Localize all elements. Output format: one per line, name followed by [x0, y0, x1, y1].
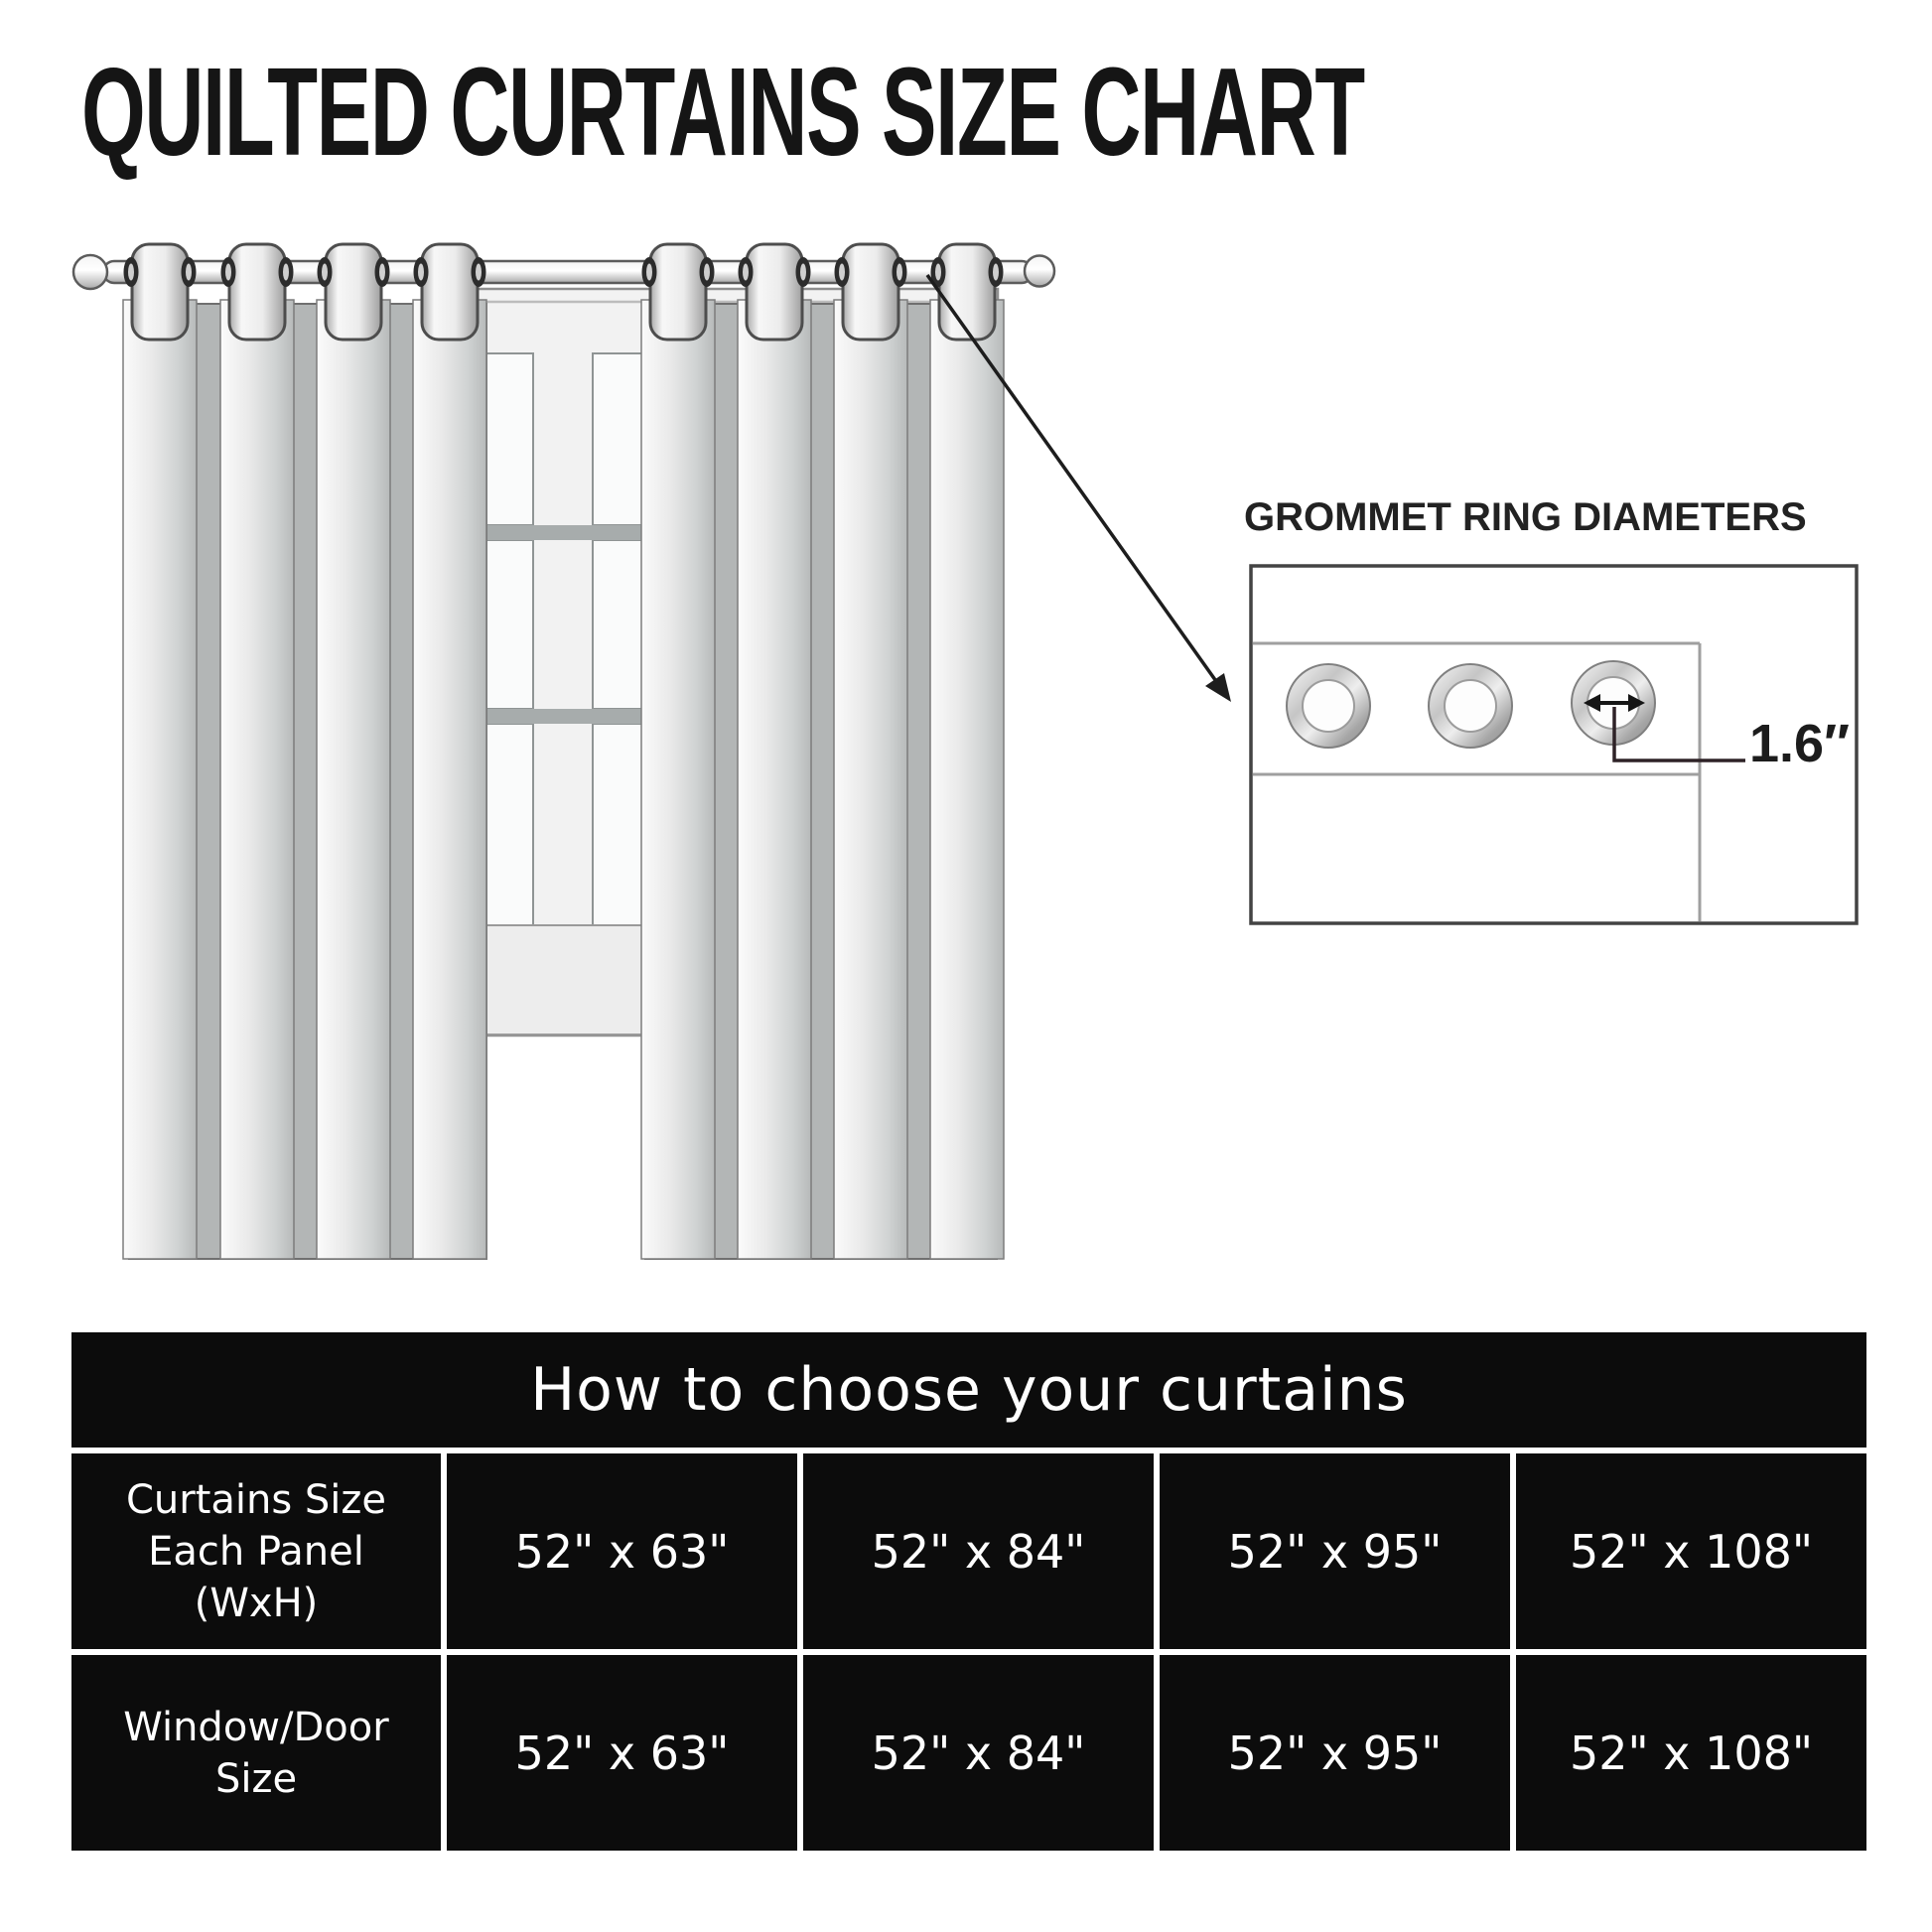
finial-right-icon — [1025, 256, 1054, 287]
table-cell: 52" x 108" — [1516, 1655, 1866, 1851]
table-cell: 52" x 95" — [1160, 1453, 1510, 1649]
grommet-diagram-title: GROMMET RING DIAMETERS — [1244, 495, 1807, 539]
left-curtain-panel — [123, 244, 486, 1259]
grommet-tab — [650, 244, 706, 340]
curtain-rod — [73, 255, 1054, 289]
table-cell: 52" x 95" — [1160, 1655, 1510, 1851]
grommet-tab — [326, 244, 381, 340]
row-label-line: (WxH) — [194, 1580, 319, 1626]
size-table-title: How to choose your curtains — [71, 1332, 1866, 1453]
row-label-curtain-size — [71, 1453, 441, 1649]
grommet-tab — [132, 244, 188, 340]
page-title: QUILTED CURTAINS SIZE CHART — [81, 42, 1364, 182]
grommet-ring-icon — [1429, 664, 1512, 748]
row-label-line: Curtains Size — [125, 1476, 387, 1523]
table-cell: 52" x 108" — [1516, 1453, 1866, 1649]
table-cell: 52" x 84" — [803, 1453, 1154, 1649]
grommet-tab — [422, 244, 478, 340]
row-label-line: Size — [214, 1755, 298, 1802]
table-cell: 52" x 84" — [803, 1655, 1154, 1851]
row-label-line: Each Panel — [148, 1528, 364, 1575]
size-table — [71, 1332, 1866, 1851]
row-label-line: Window/Door — [123, 1704, 389, 1750]
finial-left-icon — [73, 255, 107, 289]
grommet-ring-icon — [1287, 664, 1370, 748]
size-table-grid — [71, 1453, 1866, 1851]
table-cell: 52" x 63" — [447, 1453, 797, 1649]
grommet-diameter-value: 1.6″ — [1749, 714, 1850, 773]
grommet-tab — [843, 244, 898, 340]
grommet-tab — [747, 244, 802, 340]
grommet-tab — [939, 244, 995, 340]
right-curtain-panel — [641, 244, 1004, 1259]
grommet-tab — [229, 244, 285, 340]
table-cell: 52" x 63" — [447, 1655, 797, 1851]
row-label-window-size — [71, 1655, 441, 1851]
